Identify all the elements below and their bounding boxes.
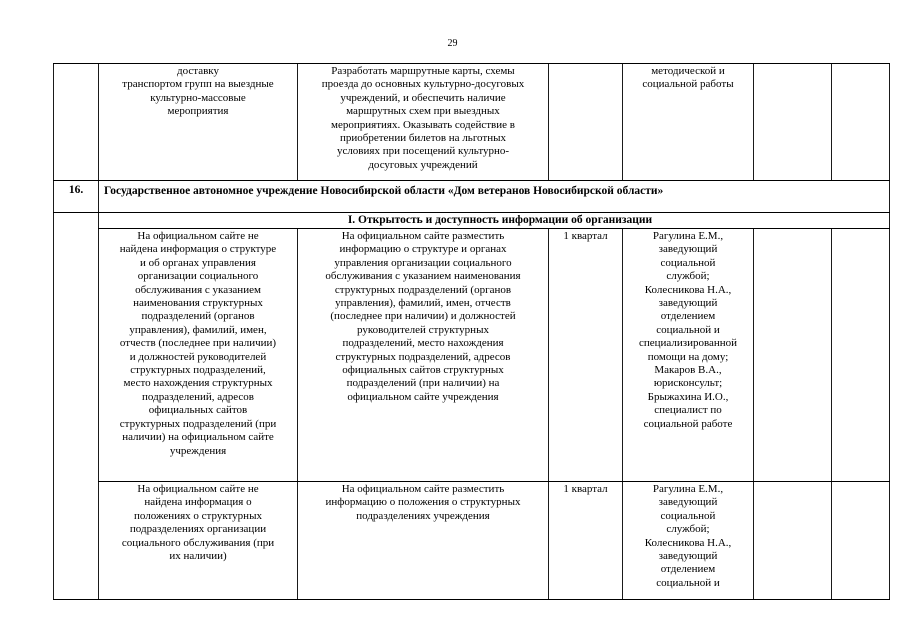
row-1-problem: На официальном сайте не найдена информация о структуре и об органах управления организации социального обслуживания с указанием наименования структурных подразделений (органов управления), фамилий, имен, отчеств (последнее при наличии) и должностей руководителей структурных подразделений, место нахождения структурных подразделений, адресов официальных сайтов структурных подразделений (при наличии) на официальном сайте учреждения [119, 230, 277, 457]
page-number: 29 [447, 38, 458, 49]
section-title: I. Открытость и доступность информации об организации [347, 214, 653, 226]
row-1-responsible: Рагулина Е.М., заведующий социальной службой; Колесникова Н.А., заведующий отделением социальной и специализированной помощи на дому; Макаров В.А., юрисконсульт; Брыжахина И.О., специалист по социальной работе [638, 230, 738, 430]
organization-name: Государственное автономное учреждение Новосибирской области «Дом ветеранов Новосибирской области» [104, 185, 664, 197]
row-2-deadline: 1 квартал [563, 483, 608, 495]
row-2-responsible: Рагулина Е.М., заведующий социальной службой; Колесникова Н.А., заведующий отделением социальной и [644, 483, 732, 589]
top-row-problem: доставку транспортом групп на выездные культурно-массовые мероприятия [122, 65, 274, 118]
top-row-measure: Разработать маршрутные карты, схемы проезда до основных культурно-досуговых учреждений, и обеспечить наличие маршрутных схем при выездных мероприятиях. Оказывать содействие в приобретении билетов на льготных условиях при посещений культурно- досуговых учреждений [321, 65, 525, 171]
top-row-responsible: методической и социальной работы [642, 65, 734, 91]
row-2-measure: На официальном сайте разместить информацию о положения о структурных подразделениях учреждения [325, 483, 521, 522]
row-2-problem: На официальном сайте не найдена информация о положениях о структурных подразделениях организации социального обслуживания (при их наличии) [121, 483, 275, 563]
row-1-deadline: 1 квартал [563, 230, 608, 242]
organization-number: 16. [68, 184, 84, 196]
row-1-measure: На официальном сайте разместить информацию о структуре и органах управления организации социального обслуживания с указанием наименования структурных подразделений (органов управления), фамилий, имен, отчеств (последнее при наличии) и должностей руководителей структурных подразделений, место нахождения структурных подразделений, адресов официальных сайтов структурных подразделений (при наличии) на официальном сайте учреждения [325, 230, 521, 403]
top-row-deadline [549, 65, 622, 180]
